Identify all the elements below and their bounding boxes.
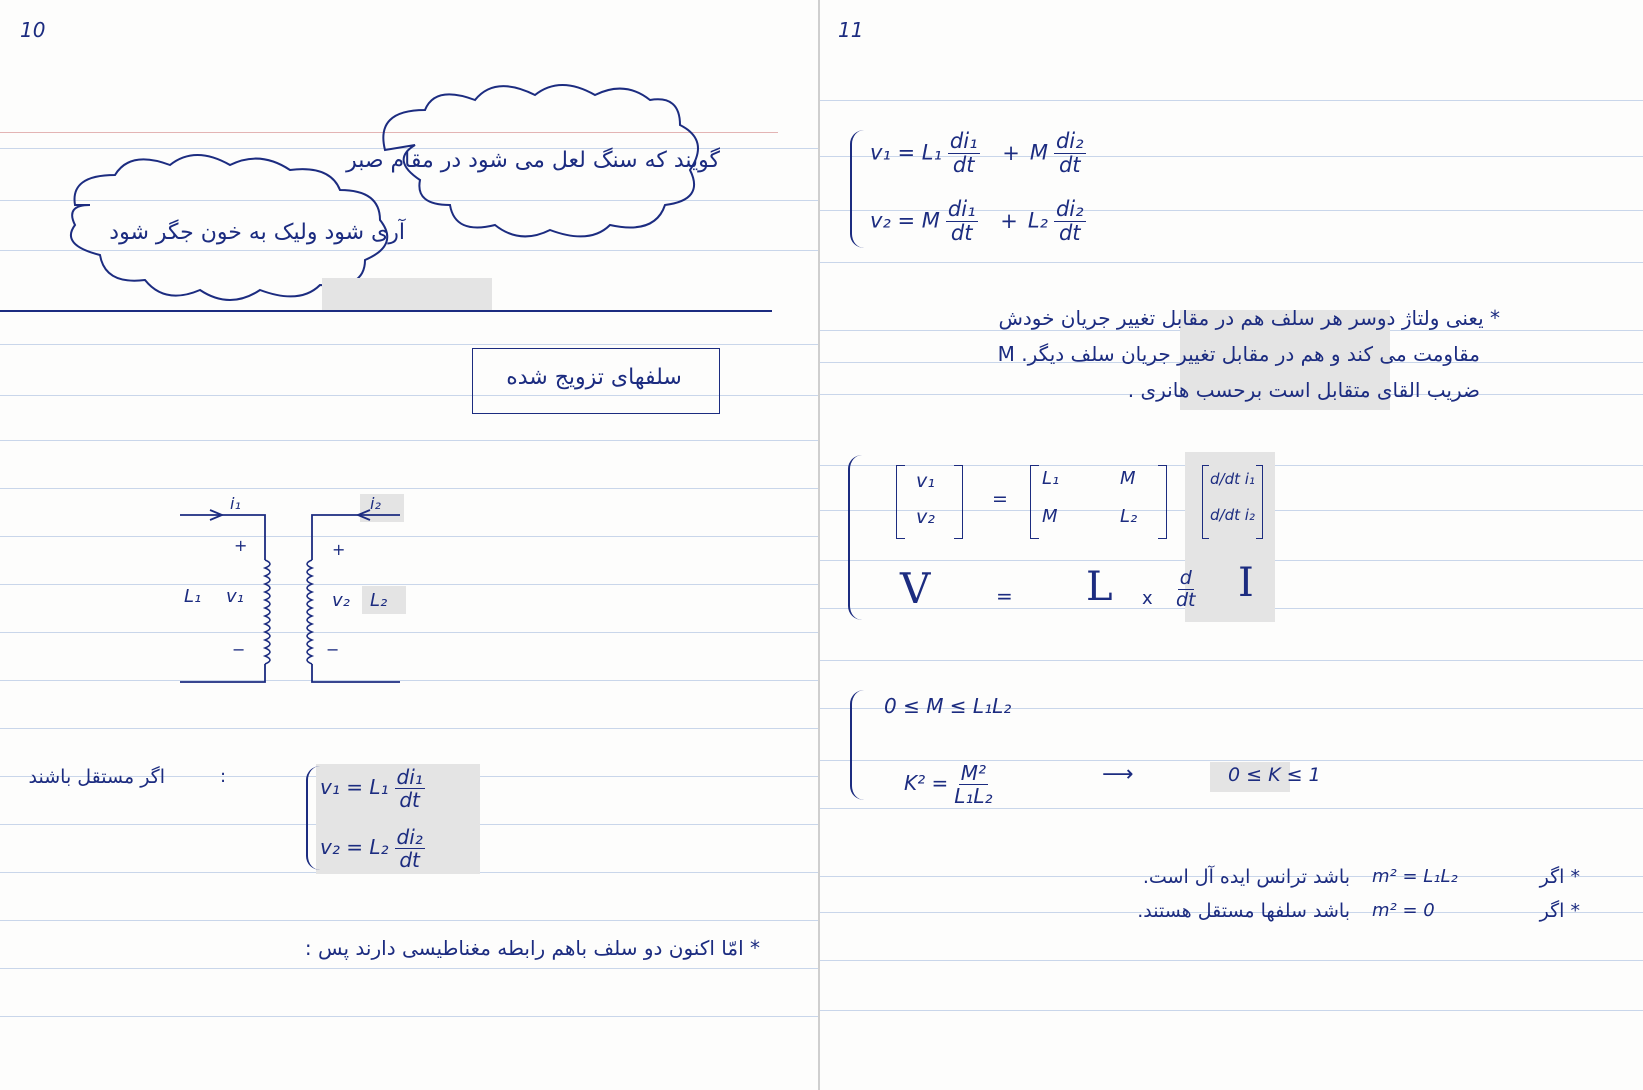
current-i2-label: i₂	[370, 494, 381, 513]
left-notebook-page	[0, 0, 818, 1090]
condition-1-prefix: * اگر	[1539, 866, 1580, 888]
independent-eq-1: v₁ = L₁ $\frac{\text{di₁}}{dt}$	[320, 765, 423, 812]
plus-sign-2: +	[332, 540, 346, 559]
right-notebook-page	[820, 0, 1643, 1090]
voltage-v1-label: v₁	[226, 586, 244, 607]
coupling-brace	[850, 690, 866, 800]
implies-arrow: ⟶	[1102, 762, 1134, 787]
section-divider	[0, 310, 772, 312]
matrix-equals: =	[992, 488, 1008, 510]
k-range: 0 ≤ K ≤ 1	[1228, 764, 1321, 786]
independent-eq-2: v₂ = L₂ $\frac{\text{di₂}}{dt}$	[320, 825, 423, 872]
vector-l: L	[1086, 564, 1113, 610]
poem-line-1: گویند که سنگ لعل می شود در مقام صبر	[346, 148, 720, 173]
condition-2-text: باشد سلفها مستقل هستند.	[1137, 900, 1350, 922]
voltage-v2-label: v₂	[332, 590, 350, 611]
condition-1-text: باشد ترانس ایده آل است.	[1142, 866, 1350, 888]
m-range: 0 ≤ M ≤ L₁L₂	[884, 694, 1012, 718]
minus-sign-1: −	[232, 640, 246, 659]
colon: :	[220, 766, 227, 787]
equation-brace	[306, 766, 320, 870]
note-line-2: مقاومت می کند و هم در مقابل تغییر جریان سلف دیگر. M	[997, 342, 1480, 366]
vector-derivative: $\frac{d}{dt}$	[1176, 567, 1196, 611]
k-definition: K² = $\frac{\text{M²}}{\text{L₁L₂}}$	[904, 761, 993, 808]
current-i1-label: i₁	[230, 494, 241, 513]
coupled-eq-v2: v₂ = M $\frac{\text{di₁}}{dt}$ + L₂ $\frac{\text{di₂}}{dt}$	[870, 197, 1084, 246]
matrix-m-bottom: M	[1042, 506, 1058, 527]
poem-line-2: آری شود ولیک به خون جگر شود	[109, 220, 405, 245]
matrix-m-top: M	[1120, 468, 1136, 489]
matrix-brace	[848, 455, 864, 620]
vector-i: I	[1238, 560, 1254, 606]
matrix-di1: d/dt i₁	[1210, 470, 1255, 488]
note-line-1: * یعنی ولتاژ دوسر هر سلف هم در مقابل تغییر جریان خودش	[998, 306, 1500, 330]
matrix-l2: L₂	[1120, 506, 1138, 527]
coupled-statement: * امّا اکنون دو سلف باهم رابطه مغناطیسی دارند پس :	[304, 936, 760, 960]
coupled-eq-v1: v₁ = L₁ $\frac{\text{di₁}}{dt}$ + M $\frac{\text{di₂}}{dt}$	[870, 129, 1084, 178]
vector-times: x	[1142, 588, 1153, 609]
matrix-di2: d/dt i₂	[1210, 506, 1255, 524]
section-title: سلفهای تزویج شده	[506, 365, 682, 390]
vector-equals: =	[996, 584, 1013, 608]
page-number: 10	[20, 18, 46, 42]
matrix-v2: v₂	[916, 506, 935, 528]
page-number: 11	[838, 18, 864, 42]
inductor-l1-label: L₁	[184, 586, 202, 607]
title-box	[472, 348, 720, 414]
coupled-equations-brace	[850, 130, 866, 248]
coupled-inductor-circuit	[170, 490, 430, 690]
plus-sign-1: +	[234, 536, 248, 555]
minus-sign-2: −	[326, 640, 340, 659]
matrix-v1: v₁	[916, 470, 935, 492]
condition-2-prefix: * اگر	[1539, 900, 1580, 922]
note-line-3: ضریب القای متقابل است برحسب هانری .	[1127, 378, 1480, 402]
condition-2-equation: m² = 0	[1372, 900, 1435, 921]
independent-label: اگر مستقل باشند	[28, 766, 165, 788]
vector-v: V	[900, 564, 931, 613]
inductor-l2-label: L₂	[370, 590, 388, 611]
matrix-l1: L₁	[1042, 468, 1060, 489]
condition-1-equation: m² = L₁L₂	[1372, 866, 1458, 887]
